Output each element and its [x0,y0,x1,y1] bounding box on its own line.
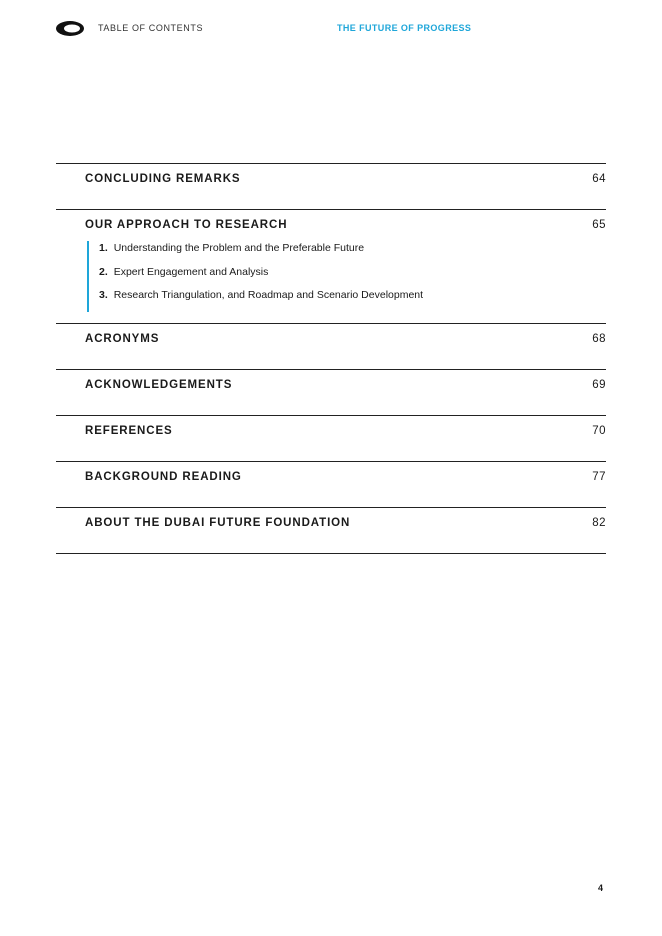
toc-entry-page: 69 [592,379,606,391]
toc-entry[interactable] [56,324,606,370]
toc-subitem[interactable] [99,288,579,312]
toc-entry[interactable] [56,508,606,554]
toc-entry-title: ABOUT THE DUBAI FUTURE FOUNDATION [85,517,351,529]
table-of-contents [56,163,606,554]
subitem-text: Understanding the Problem and the Preferable Future [113,242,365,254]
toc-entry-page: 70 [592,425,606,437]
toc-entry-page: 64 [592,173,606,185]
toc-entry[interactable] [56,462,606,508]
toc-entry-page: 65 [592,219,606,231]
toc-sublist [87,241,579,312]
toc-subitem[interactable] [99,265,579,289]
toc-entry[interactable] [56,416,606,462]
dff-ring-logo-icon [56,21,84,36]
section-label: TABLE OF CONTENTS [98,23,204,33]
subitem-number: 3. [99,289,108,301]
publication-title: THE FUTURE OF PROGRESS [337,23,472,33]
toc-entry-title: ACRONYMS [85,333,160,345]
toc-entry[interactable] [56,210,606,324]
toc-entry-page: 68 [592,333,606,345]
toc-entry-title: BACKGROUND READING [85,471,242,483]
page-number: 4 [598,883,604,893]
toc-entry-title: CONCLUDING REMARKS [85,173,241,185]
toc-entry-page: 82 [592,517,606,529]
toc-subitem[interactable] [99,241,579,265]
toc-entry[interactable] [56,164,606,210]
toc-entry[interactable] [56,370,606,416]
subitem-number: 1. [99,242,108,254]
toc-entry-page: 77 [592,471,606,483]
subitem-text: Expert Engagement and Analysis [113,265,269,278]
toc-entry-title: OUR APPROACH TO RESEARCH [85,219,288,231]
page-header [0,0,662,60]
toc-entry-title: REFERENCES [85,425,173,437]
toc-entry-title: ACKNOWLEDGEMENTS [85,379,233,391]
subitem-number: 2. [99,265,108,278]
subitem-text: Research Triangulation, and Roadmap and Scenario Development [113,289,424,301]
